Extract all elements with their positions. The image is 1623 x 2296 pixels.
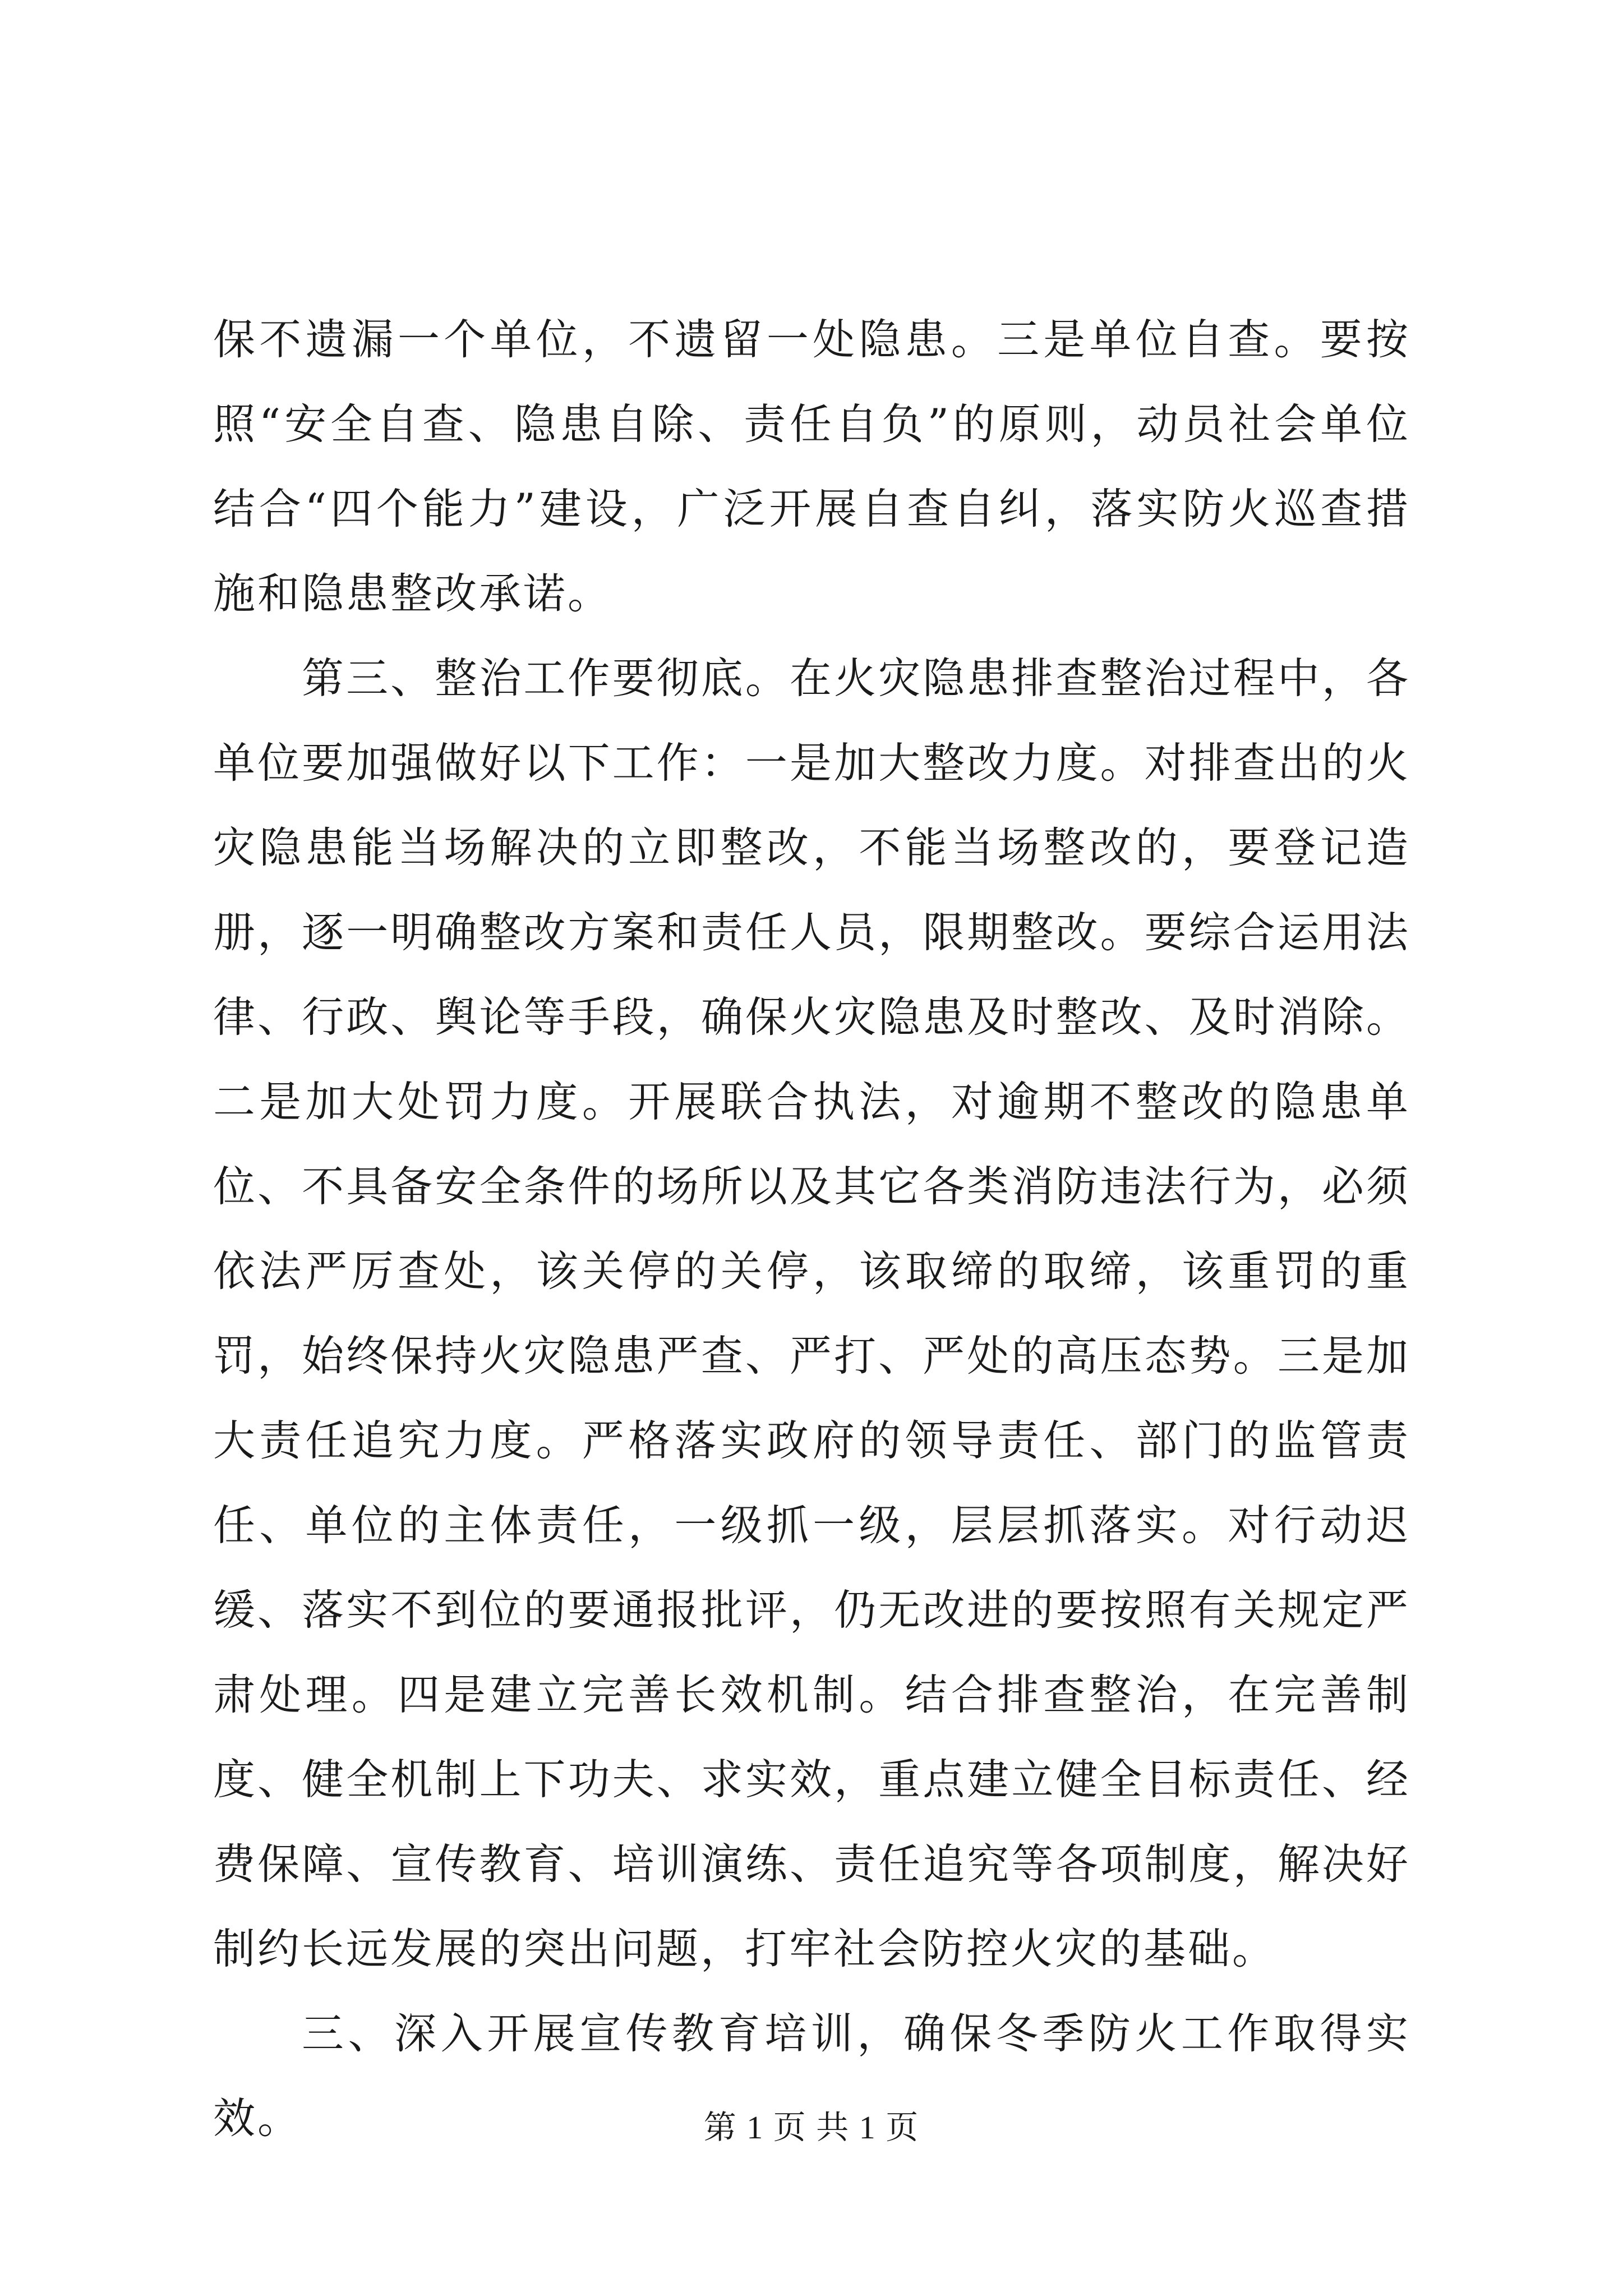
paragraph-rectification: 第三、整治工作要彻底。在火灾隐患排查整治过程中，各单位要加强做好以下工作：一是加大整改力度。对排查出的火灾隐患能当场解决的立即整改，不能当场整改的，要登记造册，逐一明确整改方案和责任人员，限期整改。要综合运用法律、行政、舆论等手段，确保火灾隐患及时整改、及时消除。二是加大处罚力度。开展联合执法，对逾期不整改的隐患单位、不具备安全条件的场所以及其它各类消防违法行为，必须依法严厉查处，该关停的关停，该取缔的取缔，该重罚的重罚，始终保持火灾隐患严查、严打、严处的高压态势。三是加大责任追究力度。严格落实政府的领导责任、部门的监管责任、单位的主体责任，一级抓一级，层层抓落实。对行动迟缓、落实不到位的要通报批评，仍无改进的要按照有关规定严肃处理。四是建立完善长效机制。结合排查整治，在完善制度、健全机制上下功夫、求实效，重点建立健全目标责任、经费保障、宣传教育、培训演练、责任追究等各项制度，解决好制约长远发展的突出问题，打牢社会防控火灾的基础。 [213, 654, 1410, 1973]
page-footer: 第 1 页 共 1 页 [703, 2109, 920, 2146]
paragraph-section-heading: 三、深入开展宣传教育培训，确保冬季防火工作取得实效。 [213, 2009, 1410, 2143]
paragraph-continuation: 保不遗漏一个单位，不遗留一处隐患。三是单位自查。要按照“安全自查、隐患自除、责任自负”的原则，动员社会单位结合“四个能力”建设，广泛开展自查自纠，落实防火巡查措施和隐患整改承诺。 [213, 315, 1410, 618]
document-body [213, 297, 1410, 2161]
